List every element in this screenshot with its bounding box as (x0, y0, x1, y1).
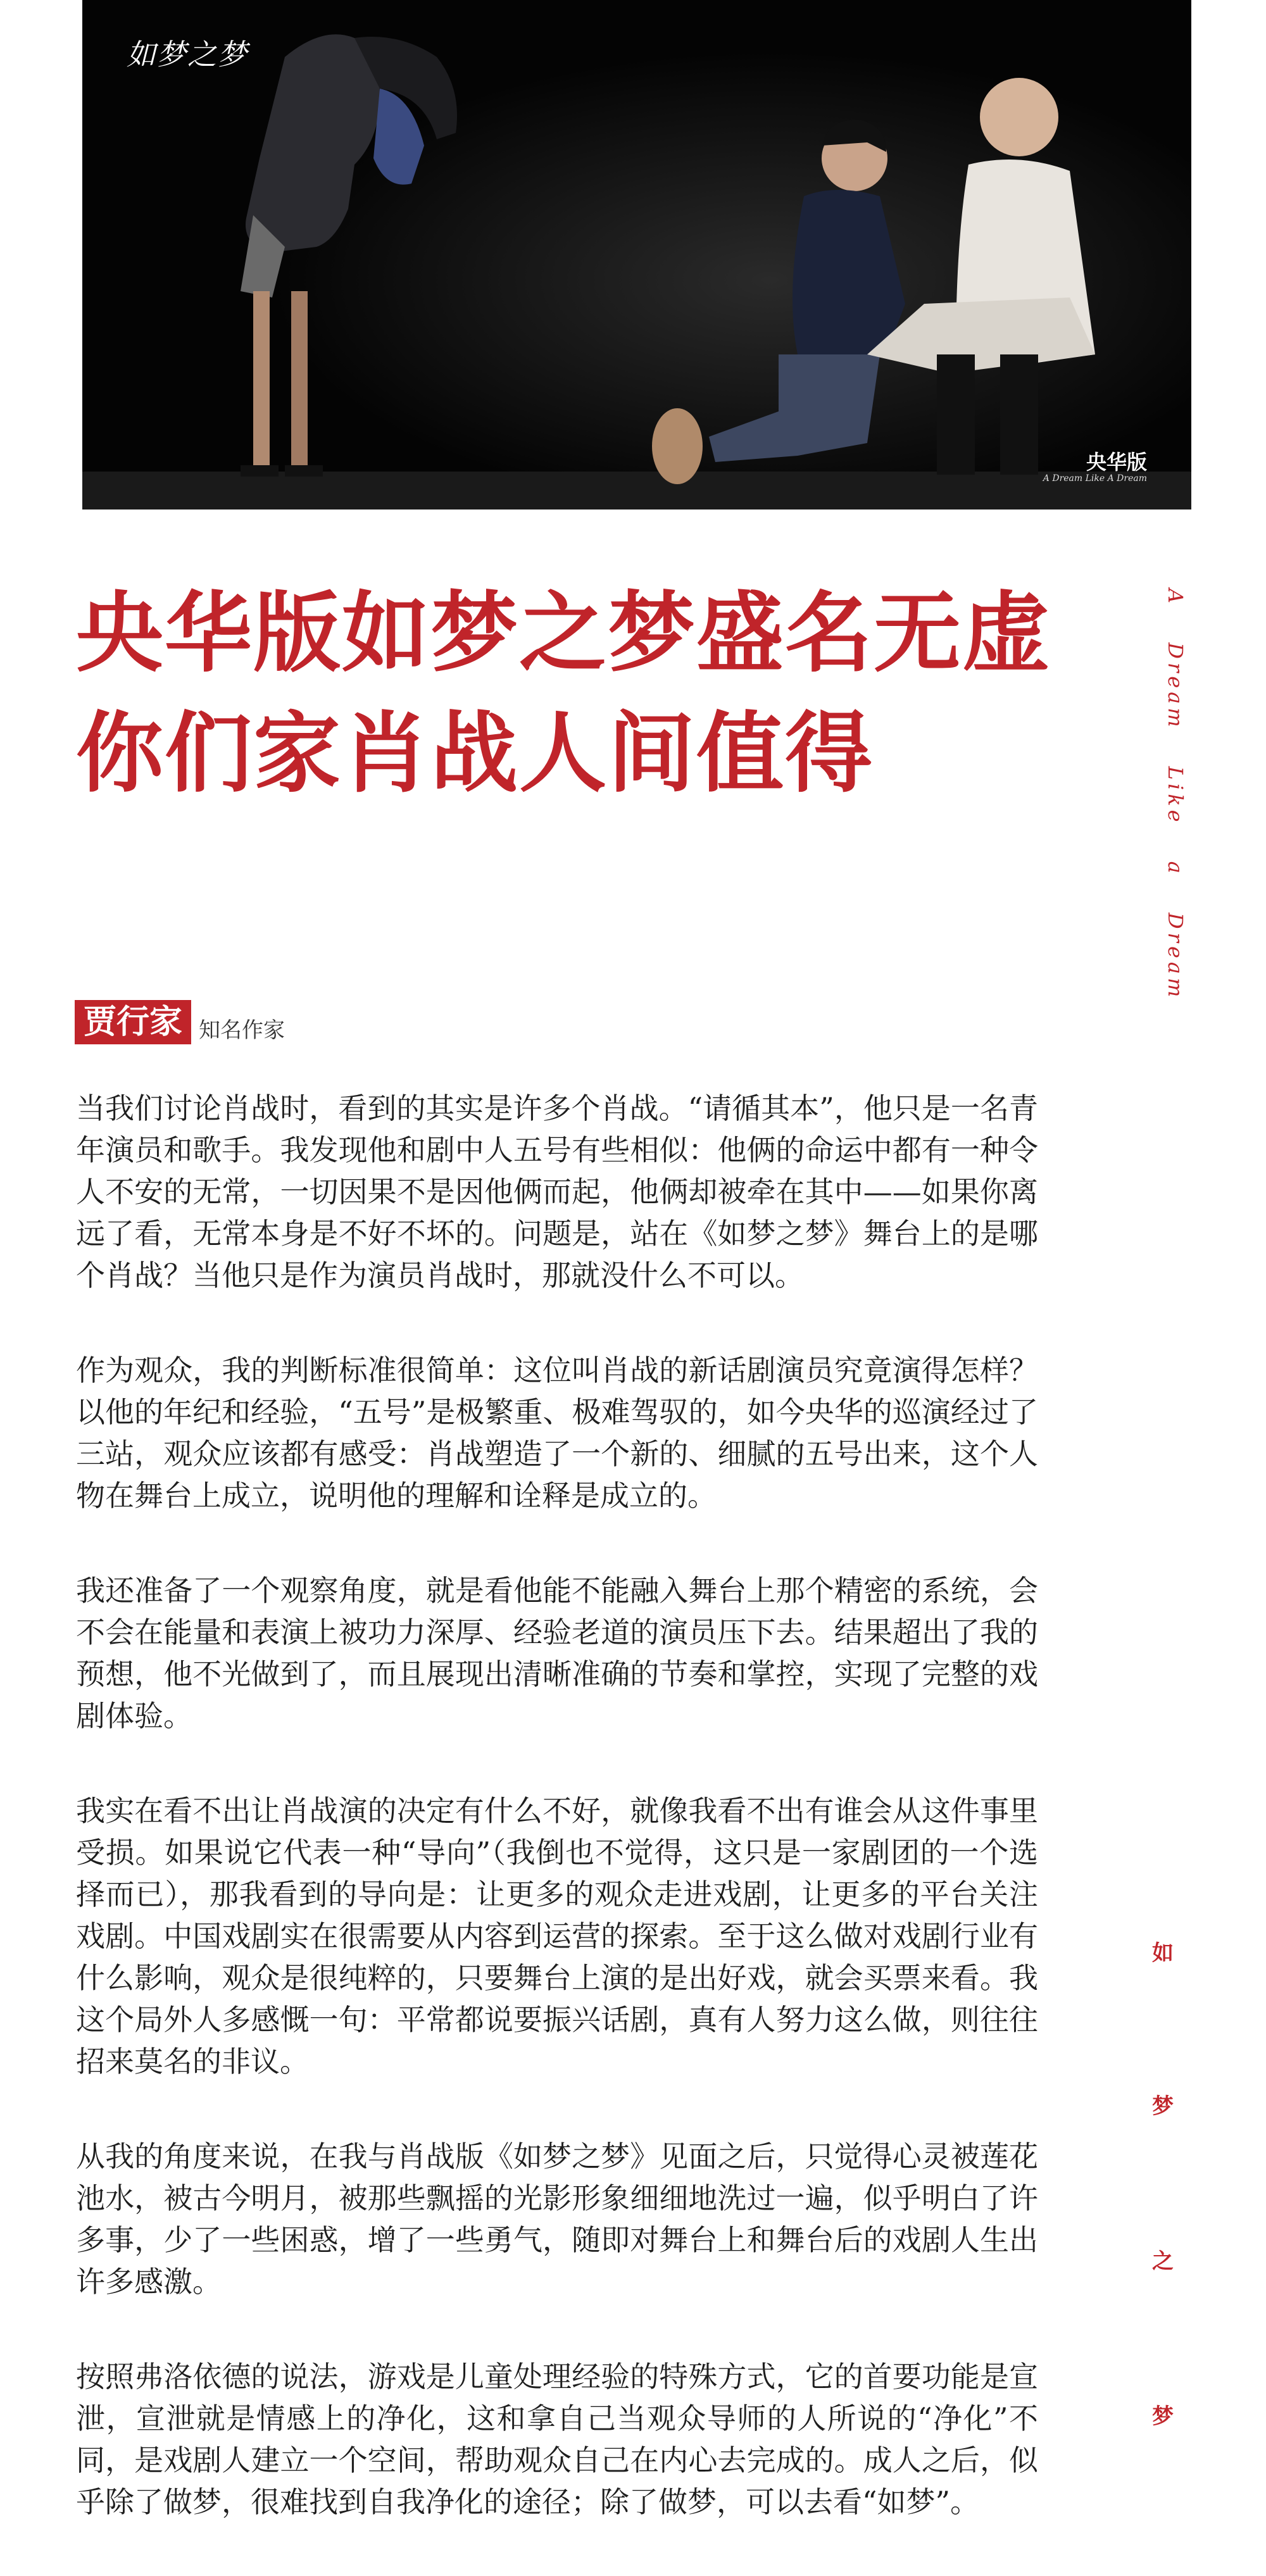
stage-photo (82, 0, 1191, 510)
paragraph: 按照弗洛依德的说法，游戏是儿童处理经验的特殊方式，它的首要功能是宣泄，宣泄就是情感上的净化，这和拿自己当观众导师的人所说的“净化”不同，是戏剧人建立一个空间，帮助观众自己在内心去完成的。成人之后，似乎除了做梦，很难找到自我净化的途径；除了做梦，可以去看“如梦”。 (76, 2360, 1038, 2519)
side-char-2: 梦 (1152, 2094, 1174, 2119)
paragraph: 我还准备了一个观察角度，就是看他能不能融入舞台上那个精密的系统，会不会在能量和表演上被功力深厚、经验老道的演员压下去。结果超出了我的预想，他不光做到了，而且展现出清晰准确的节奏和掌控，实现了完整的戏剧体验。 (76, 1573, 1038, 1733)
show-logo: 如梦之梦 (127, 37, 248, 72)
photo-caption-cn: 央华版 (1086, 450, 1147, 474)
article-body (76, 1087, 1038, 2576)
paragraph: 作为观众，我的判断标准很简单：这位叫肖战的新话剧演员究竟演得怎样？以他的年纪和经验，“五号”是极繁重、极难驾驭的，如今央华的巡演经过了三站，观众应该都有感受：肖战塑造了一个新的、细腻的五号出来，这个人物在舞台上成立，说明他的理解和诠释是成立的。 (76, 1353, 1038, 1513)
headline-line-2: 你们家肖战人间值得 (76, 701, 874, 804)
side-char-4: 梦 (1152, 2404, 1174, 2429)
author-byline (75, 1000, 285, 1044)
paragraph: 从我的角度来说，在我与肖战版《如梦之梦》见面之后，只觉得心灵被莲花池水，被古今明月，被那些飘摇的光影形象细细地洗过一遍，似乎明白了许多事，少了一些困惑，增了一些勇气，随即对舞台上和舞台后的戏剧人生出许多感激。 (76, 2139, 1038, 2299)
headline-line-1: 央华版如梦之梦盛名无虚 (76, 581, 1051, 684)
paragraph: 当我们讨论肖战时，看到的其实是许多个肖战。“请循其本”，他只是一名青年演员和歌手。我发现他和剧中人五号有些相似：他俩的命运中都有一种令人不安的无常，一切因果不是因他俩而起，他俩却被牵在其中——如果你离远了看，无常本身是不好不坏的。问题是，站在《如梦之梦》舞台上的是哪个肖战？当他只是作为演员肖战时，那就没什么不可以。 (76, 1091, 1038, 1292)
side-char-3: 之 (1152, 2249, 1174, 2274)
author-name: 贾行家 (75, 1000, 191, 1044)
author-title: 知名作家 (199, 1018, 285, 1043)
article-headline (76, 573, 1063, 813)
side-char-1: 如 (1152, 1941, 1174, 1966)
stage-scene-illustration (82, 0, 1191, 510)
paragraph: 我实在看不出让肖战演的决定有什么不好，就像我看不出有谁会从这件事里受损。如果说它代表一种“导向”（我倒也不觉得，这只是一家剧团的一个选择而已），那我看到的导向是：让更多的观众走进戏剧，让更多的平台关注戏剧。中国戏剧实在很需要从内容到运营的探索。至于这么做对戏剧行业有什么影响，观众是很纯粹的，只要舞台上演的是出好戏，就会买票来看。我这个局外人多感慨一句：平常都说要振兴话剧，真有人努力这么做，则往往招来莫名的非议。 (76, 1794, 1038, 2079)
photo-caption-en: A Dream Like A Dream (1043, 473, 1147, 484)
side-english-title: A Dream Like a Dream (1163, 589, 1188, 1001)
